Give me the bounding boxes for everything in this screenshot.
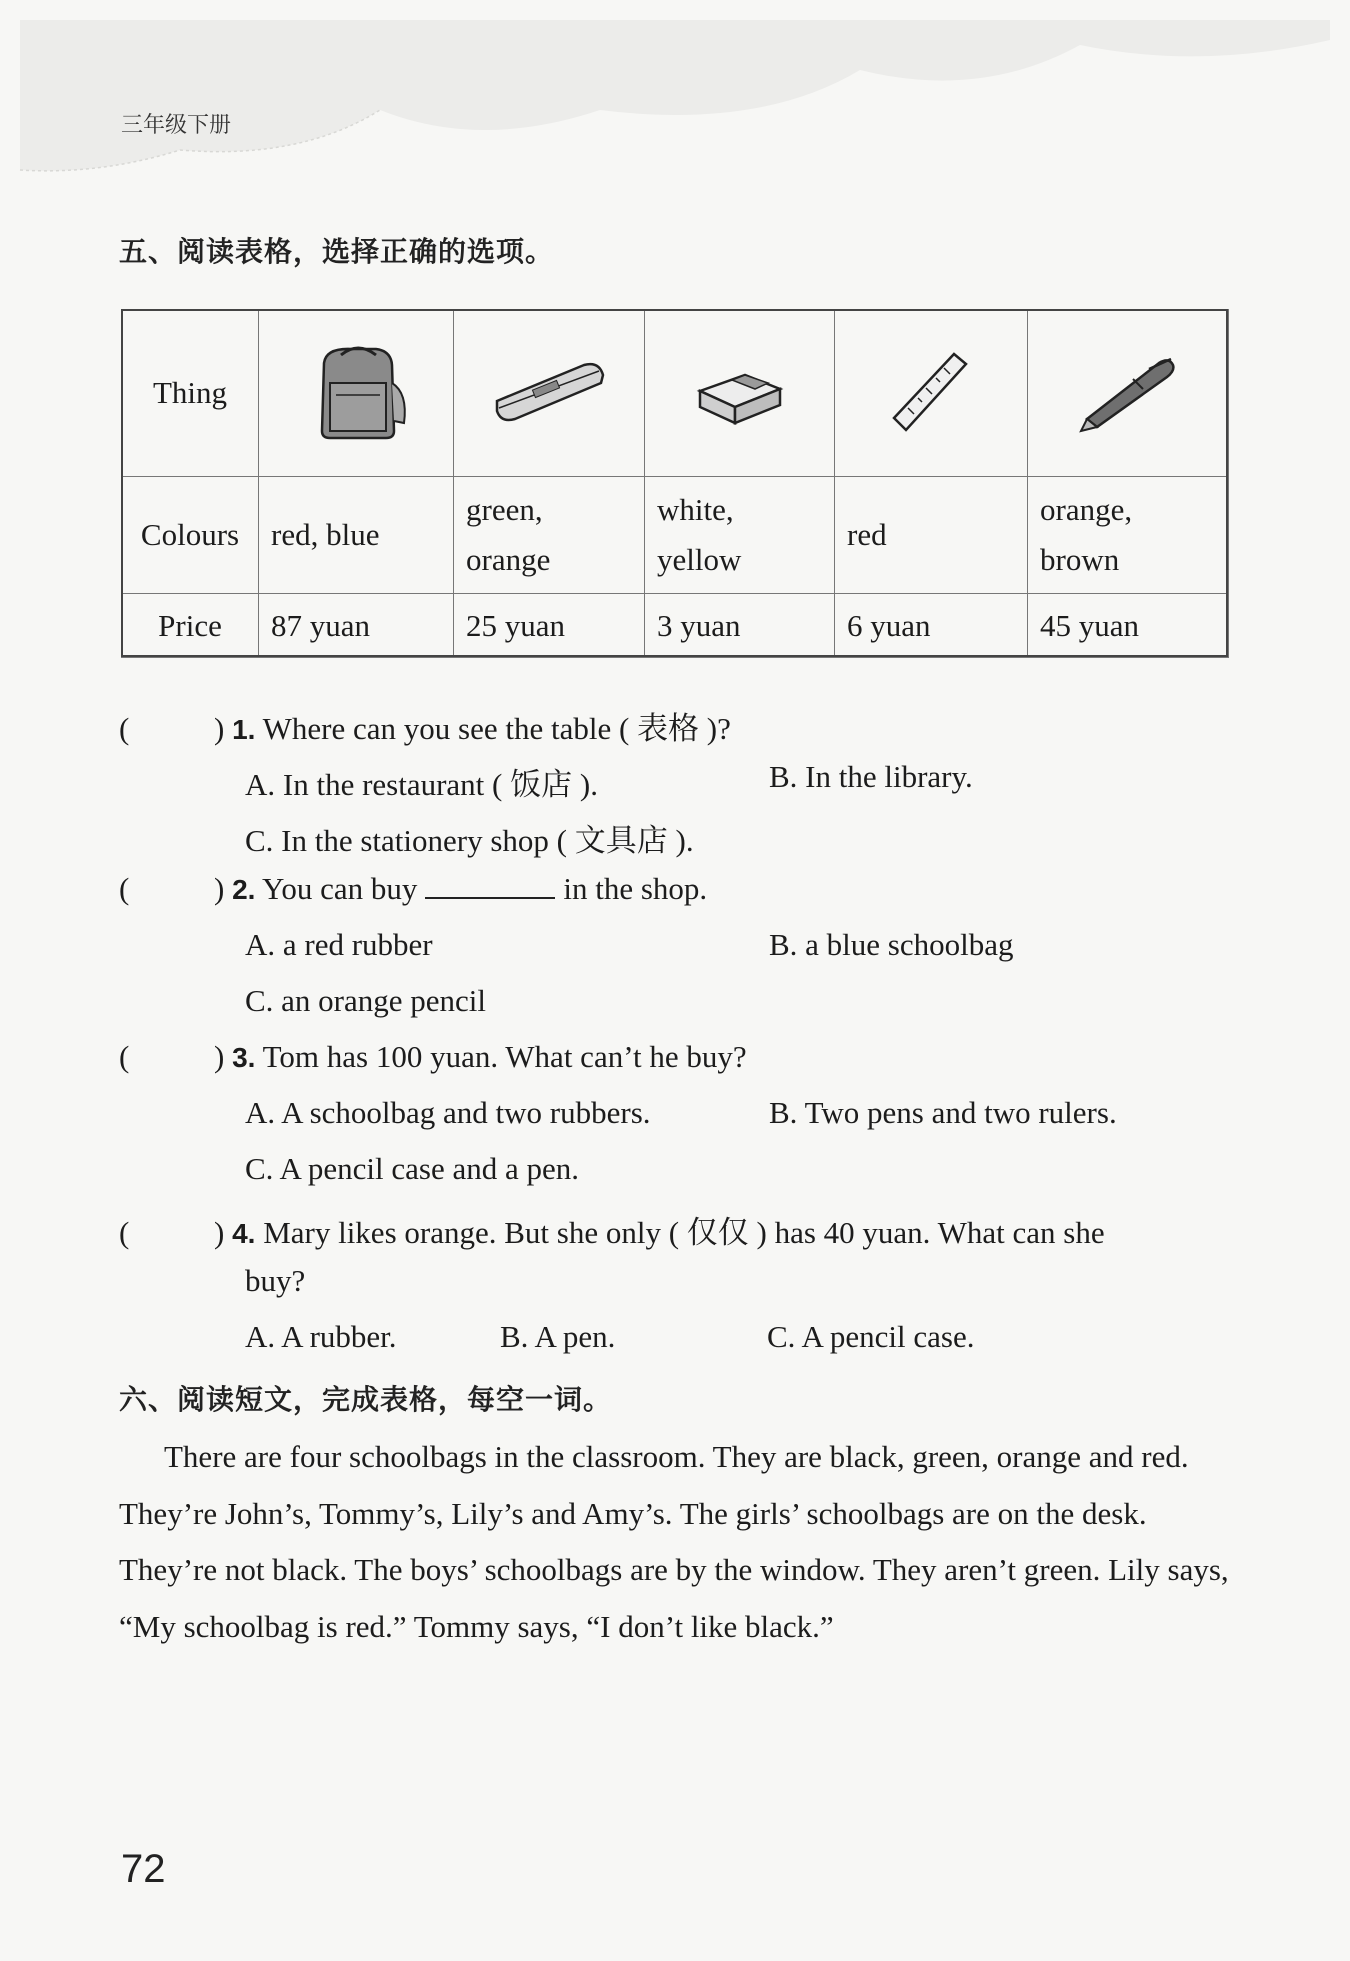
option-b[interactable]: B. a blue schoolbag	[769, 927, 1014, 962]
rubber-icon	[690, 353, 790, 433]
colours-cell: red	[835, 477, 1028, 594]
question-1	[119, 703, 731, 748]
question-text-pre: You can buy	[262, 871, 418, 906]
question-text: Where can you see the table ( 表格 )?	[262, 711, 731, 746]
price-cell: 87 yuan	[259, 594, 454, 658]
answer-bracket-close: )	[214, 1039, 225, 1074]
question-3	[119, 1039, 747, 1075]
option-a[interactable]: A. a red rubber	[245, 927, 433, 962]
option-c[interactable]: C. A pencil case and a pen.	[245, 1151, 580, 1186]
answer-bracket-open[interactable]: (	[119, 1039, 130, 1074]
option-a[interactable]: A. A schoolbag and two rubbers.	[245, 1095, 651, 1130]
row-label-colours: Colours	[122, 477, 259, 594]
price-cell: 45 yuan	[1028, 594, 1229, 658]
shop-info-table	[121, 309, 1229, 658]
option-b[interactable]: B. A pen.	[500, 1319, 616, 1354]
schoolbag-icon	[296, 343, 416, 443]
option-c[interactable]: C. In the stationery shop ( 文具店 ).	[245, 823, 694, 858]
question-number: 1.	[232, 714, 256, 745]
question-text-post: in the shop.	[563, 871, 708, 906]
option-b[interactable]: B. Two pens and two rulers.	[769, 1095, 1117, 1130]
answer-bracket-close: )	[214, 1215, 225, 1250]
section5-title: 五、阅读表格，选择正确的选项。	[119, 235, 555, 268]
ruler-icon	[886, 348, 976, 438]
table-row-price	[122, 594, 1229, 658]
price-cell: 6 yuan	[835, 594, 1028, 658]
answer-bracket-close: )	[214, 871, 225, 906]
option-a[interactable]: A. A rubber.	[245, 1319, 397, 1354]
price-cell: 25 yuan	[454, 594, 645, 658]
option-b[interactable]: B. In the library.	[769, 759, 973, 794]
question-number: 3.	[232, 1042, 256, 1073]
colours-cell: green, orange	[454, 477, 645, 594]
question-number: 4.	[232, 1218, 256, 1249]
answer-bracket-close: )	[214, 711, 225, 746]
row-label-price: Price	[122, 594, 259, 658]
row-label-thing: Thing	[122, 310, 259, 477]
price-cell: 3 yuan	[645, 594, 835, 658]
option-c[interactable]: C. A pencil case.	[767, 1319, 975, 1354]
pencil-case-icon	[489, 353, 609, 433]
fill-in-blank[interactable]	[425, 871, 555, 899]
reading-passage: There are four schoolbags in the classroom. They are black, green, orange and red. They’re John’s, Tommy’s, Lily’s and Amy’s. The girls’ schoolbags are on the desk. They’re not black. The boys’ schoolbags are by the window. They aren’t green. Lily says, “My schoolbag is red.” Tommy says, “I don’t like black.”	[119, 1439, 1229, 1644]
question-text: Mary likes orange. But she only ( 仅仅 ) has 40 yuan. What can she	[263, 1215, 1105, 1250]
option-a[interactable]: A. In the restaurant ( 饭店 ).	[245, 767, 598, 802]
answer-bracket-open[interactable]: (	[119, 711, 130, 746]
header-cloud-decoration	[0, 0, 1350, 200]
option-c[interactable]: C. an orange pencil	[245, 983, 487, 1018]
table-row-colours	[122, 477, 1229, 594]
colours-cell: white, yellow	[645, 477, 835, 594]
grade-label: 三年级下册	[121, 113, 232, 138]
colours-cell: orange, brown	[1028, 477, 1229, 594]
answer-bracket-open[interactable]: (	[119, 871, 130, 906]
colours-cell: red, blue	[259, 477, 454, 594]
pen-icon	[1073, 353, 1183, 433]
answer-bracket-open[interactable]: (	[119, 1215, 130, 1250]
table-row-thing	[122, 310, 1229, 477]
question-number: 2.	[232, 874, 256, 905]
question-text: Tom has 100 yuan. What can’t he buy?	[262, 1039, 747, 1074]
question-2	[119, 871, 707, 907]
question-4	[119, 1207, 1105, 1252]
question-text-continued: buy?	[245, 1263, 306, 1298]
section6-title: 六、阅读短文，完成表格，每空一词。	[119, 1383, 613, 1416]
page-number: 72	[121, 1847, 166, 1891]
